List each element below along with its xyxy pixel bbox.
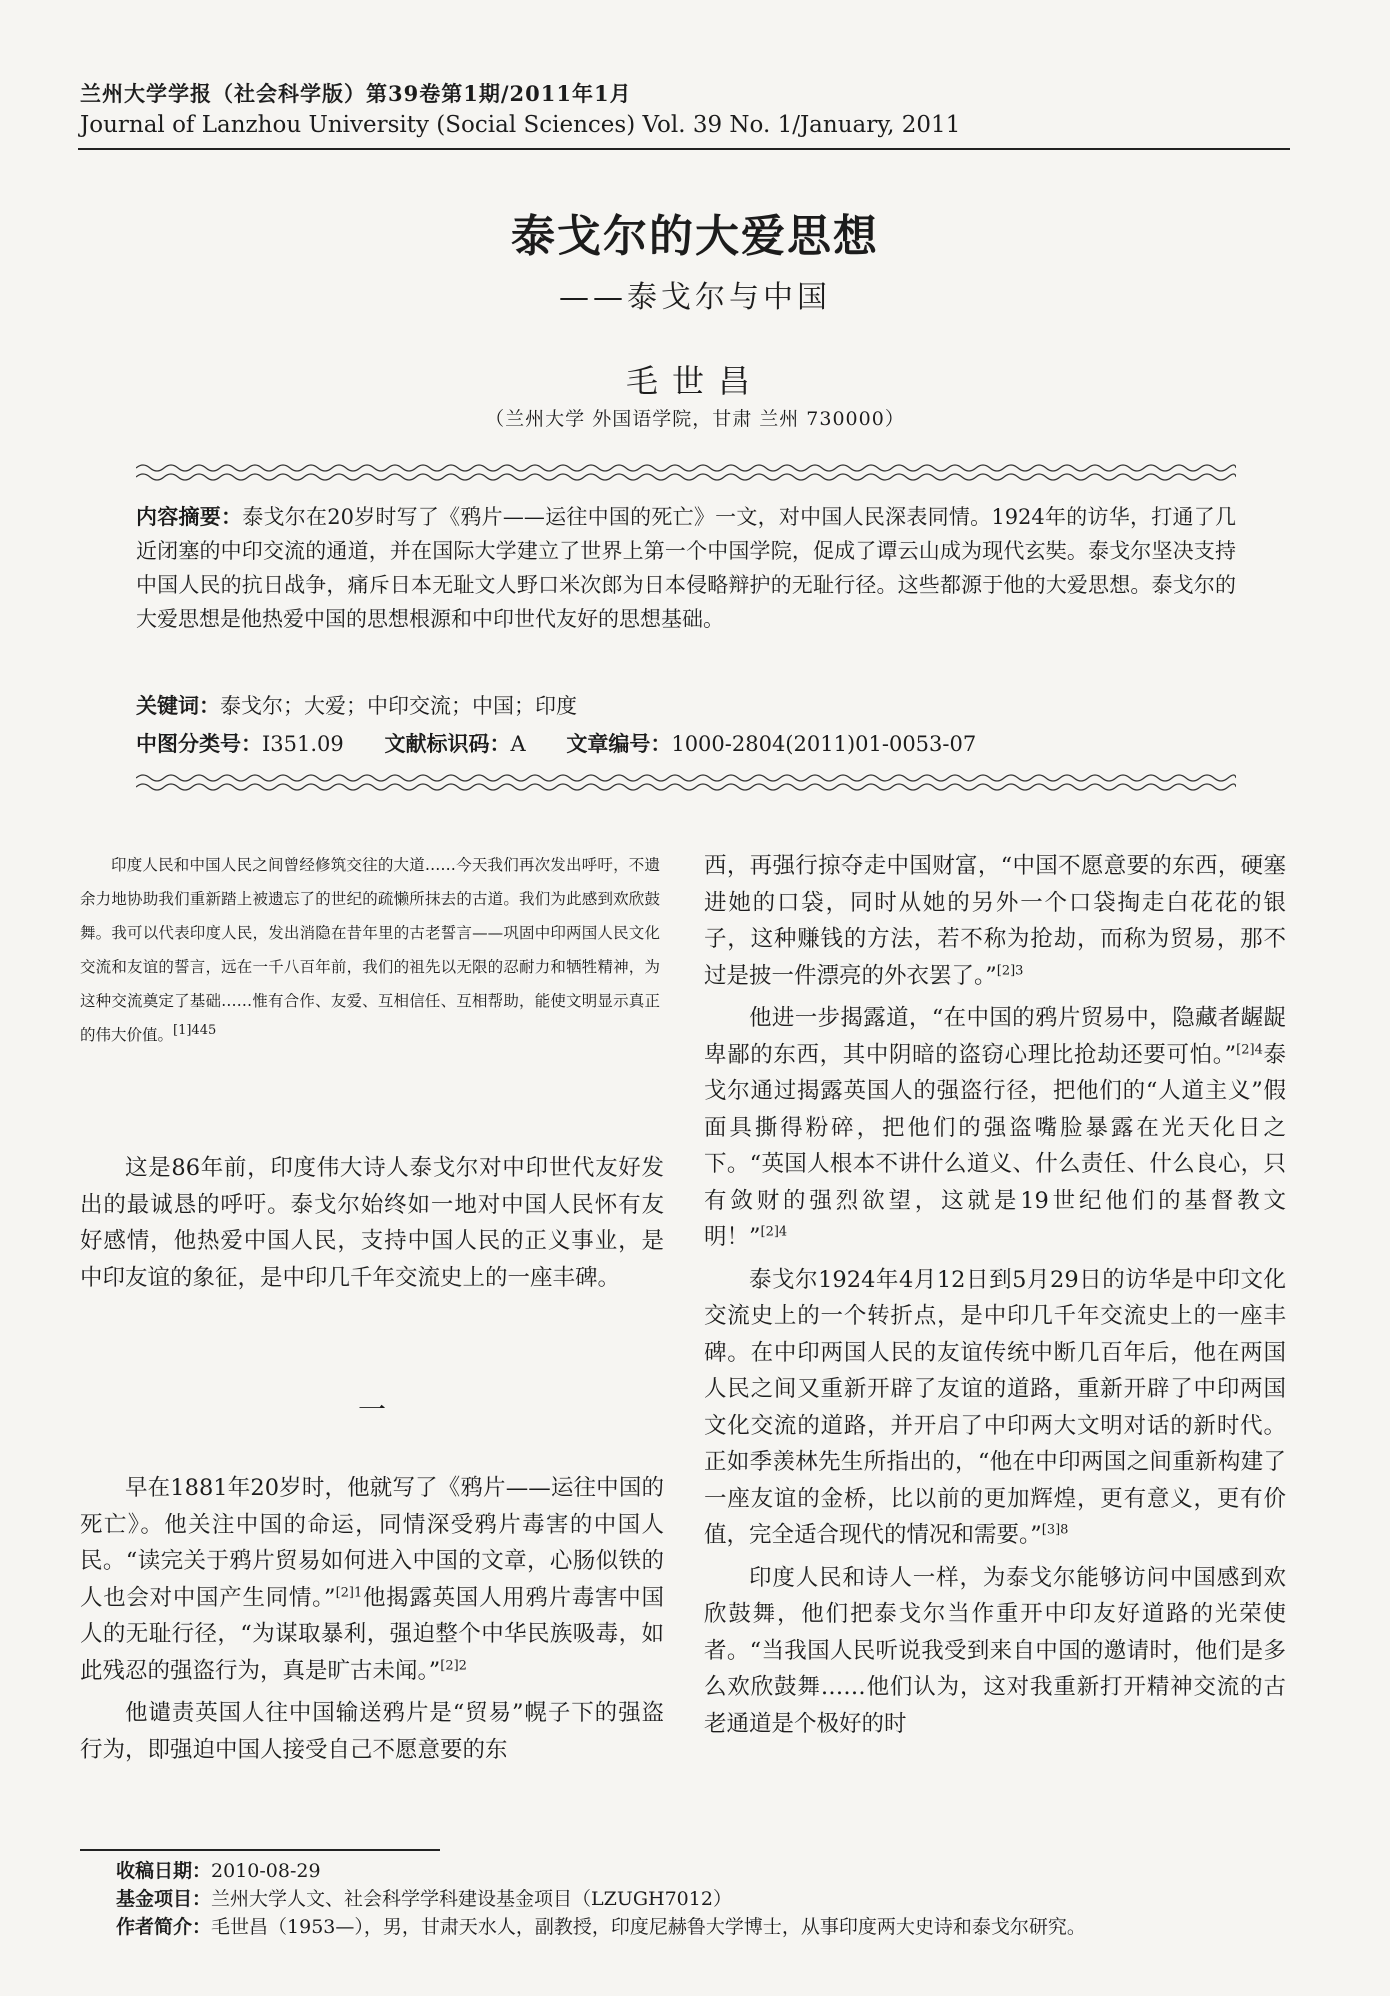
r1-text: 西，再强行掠夺走中国财富，“中国不愿意要的东西，硬塞进她的口袋，同时从她的另外一个口袋掏走白花花的银子，这种赚钱的方法，若不称为抢劫，而称为贸易，那不过是披一件漂亮的外衣罢了。” <box>704 853 1286 989</box>
abstract-label: 内容摘要： <box>136 505 243 529</box>
p2-text-a: 早在1881年20岁时，他就写了《鸦片——运往中国的死亡》。他关注中国的命运，同情深受鸦片毒害的中国人民。“读完关于鸦片贸易如何进入中国的文章，心肠似铁的人也会对中国产生同情。” <box>80 1475 664 1611</box>
abstract-text: 泰戈尔在20岁时写了《鸦片——运往中国的死亡》一文，对中国人民深表同情。1924年的访华，打通了几近闭塞的中印交流的通道，并在国际大学建立了世界上第一个中国学院，促成了谭云山成为现代玄奘。泰戈尔坚决支持中国人民的抗日战争，痛斥日本无耻文人野口米次郎为日本侵略辩护的无耻行径。这些都源于他的大爱思想。泰戈尔的大爱思想是他热爱中国的思想根源和中印世代友好的思想基础。 <box>136 505 1236 631</box>
keywords-text: 泰戈尔；大爱；中印交流；中国；印度 <box>220 694 577 718</box>
abstract <box>136 500 1236 636</box>
journal-header-cn: 兰州大学学报（社会科学版）第39卷第1期/2011年1月 <box>80 81 632 106</box>
doc-code-value: A <box>510 732 526 756</box>
r2-text-a: 他进一步揭露道，“在中国的鸦片贸易中，隐藏者龌龊卑鄙的东西，其中阴暗的盗窃心理比抢劫还要可怕。” <box>704 1005 1286 1068</box>
paragraph-indian-people: 印度人民和诗人一样，为泰戈尔能够访问中国感到欢欣鼓舞，他们把泰戈尔当作重开中印友好道路的光荣使者。“当我国人民听说我受到来自中国的邀请时，他们是多么欢欣鼓舞……他们认为，这对我重新打开精神交流的古老通道是个极好的时 <box>704 1564 1286 1737</box>
received-label: 收稿日期： <box>116 1860 212 1882</box>
author-bio-label: 作者简介： <box>116 1916 212 1938</box>
keywords-label: 关键词： <box>136 694 220 718</box>
article-subtitle: ——泰戈尔与中国 <box>559 280 831 315</box>
article-number-label: 文章编号： <box>566 732 672 756</box>
fund-value: 兰州大学人文、社会科学学科建设基金项目（LZUGH7012） <box>211 1888 732 1910</box>
author-bio-value: 毛世昌（1953—），男，甘肃天水人，副教授，印度尼赫鲁大学博士，从事印度两大史诗和泰戈尔研究。 <box>211 1916 1086 1938</box>
paragraph-expose <box>704 1000 1286 1256</box>
paragraph-intro: 这是86年前，印度伟大诗人泰戈尔对中印世代友好发出的最诚恳的呼吁。泰戈尔始终如一地对中国人民怀有友好感情，他热爱中国人民，支持中国人民的正义事业，是中印友谊的象征，是中印几千年交流史上的一座丰碑。 <box>80 1155 664 1291</box>
author-name: 毛世昌 <box>625 362 764 400</box>
paragraph-trade: 他谴责英国人往中国输送鸦片是“贸易”幌子下的强盗行为，即强迫中国人接受自己不愿意要的东 <box>80 1700 664 1763</box>
left-column-section <box>80 1470 664 1774</box>
r3-citation: [3]8 <box>1041 1522 1069 1538</box>
author-affiliation: （兰州大学 外国语学院，甘肃 兰州 730000） <box>485 408 905 430</box>
r3-text: 泰戈尔1924年4月12日到5月29日的访华是中印文化交流史上的一个转折点，是中印几千年交流史上的一座丰碑。在中印两国人民的友谊传统中断几百年后，他在两国人民之间又重新开辟了友谊的道路，重新开辟了中印两国文化交流的道路，并开启了中印两大文明对话的新时代。正如季羡林先生所指出的，“他在中印两国之间重新构建了一座友谊的金桥，比以前的更加辉煌，更有意义，更有价值，完全适合现代的情况和需要。” <box>704 1266 1286 1548</box>
fund-label: 基金项目： <box>116 1888 212 1910</box>
section-number: 一 <box>357 1393 386 1426</box>
clc-label: 中图分类号： <box>136 732 262 756</box>
p2-citation-1: [2]1 <box>335 1585 363 1600</box>
clc-value: I351.09 <box>262 732 344 756</box>
right-column <box>704 848 1286 1748</box>
keywords <box>136 690 1236 720</box>
paragraph-1924-visit <box>704 1262 1286 1554</box>
footnote-received <box>116 1856 321 1883</box>
p2-text-b: 他揭露英国人用鸦片毒害中国人的无耻行径，“为谋取暴利，强迫整个中华民族吸毒，如此残忍的强盗行为，真是旷古未闻。” <box>80 1584 664 1684</box>
paragraph-continued <box>704 848 1286 994</box>
epigraph-quote <box>80 848 660 1052</box>
header-rule <box>78 148 1290 150</box>
r2-citation-1: [2]4 <box>1236 1042 1263 1057</box>
wavy-divider-top <box>136 462 1236 484</box>
article-title: 泰戈尔的大爱思想 <box>511 211 879 262</box>
doc-code-label: 文献标识码： <box>384 732 511 756</box>
footnote-rule <box>80 1849 440 1851</box>
paragraph-1881 <box>80 1470 664 1689</box>
wavy-divider-bottom <box>136 772 1236 794</box>
article-number-value: 1000-2804(2011)01-0053-07 <box>671 732 977 756</box>
received-value: 2010-08-29 <box>211 1860 321 1882</box>
r2-text-b: 泰戈尔通过揭露英国人的强盗行径，把他们的“人道主义”假面具撕得粉碎，把他们的强盗嘴脸暴露在光天化日之下。“英国人根本不讲什么道义、什么责任、什么良心，只有敛财的强烈欲望，这就是19世纪他们的基督教文明！” <box>704 1041 1286 1250</box>
footnote-fund <box>116 1884 732 1911</box>
left-column-intro <box>80 1150 664 1302</box>
classification-line <box>136 728 1236 758</box>
journal-header-en: Journal of Lanzhou University (Social Sciences) Vol. 39 No. 1/January, 2011 <box>80 112 961 138</box>
footnote-author <box>116 1912 1086 1939</box>
quote-citation: [1]445 <box>173 1022 217 1038</box>
quote-text: 印度人民和中国人民之间曾经修筑交往的大道……今天我们再次发出呼吁，不遗余力地协助我们重新踏上被遗忘了的世纪的疏懒所抹去的古道。我们为此感到欢欣鼓舞。我可以代表印度人民，发出消隐在昔年里的古老誓言——巩固中印两国人民文化交流和友谊的誓言，远在一千八百年前，我们的祖先以无限的忍耐力和牺牲精神，为这种交流奠定了基础……惟有合作、友爱、互相信任、互相帮助，能使文明显示真正的伟大价值。 <box>80 856 660 1044</box>
r1-citation: [2]3 <box>996 963 1024 978</box>
p2-citation-2: [2]2 <box>440 1658 467 1673</box>
r2-citation-2: [2]4 <box>760 1224 788 1240</box>
